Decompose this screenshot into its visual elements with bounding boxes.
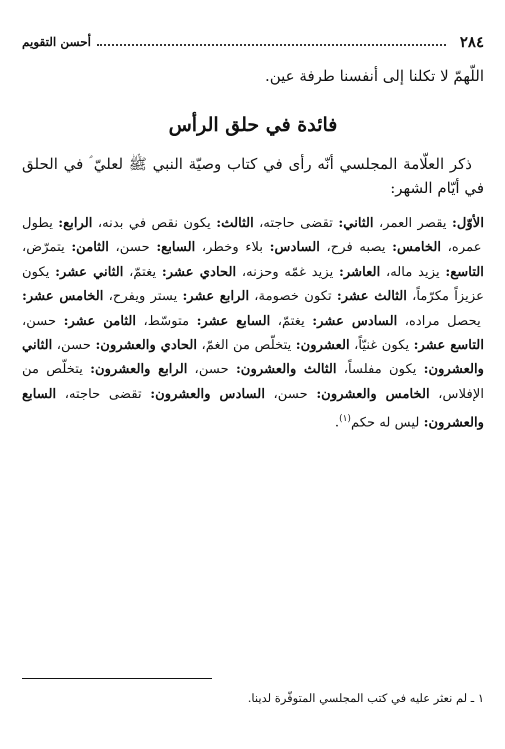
day-label: الثاني: xyxy=(338,216,374,231)
closing-period: . xyxy=(334,415,340,431)
day-text: يستر ويفرح، xyxy=(103,289,183,305)
day-label: الخامس: xyxy=(392,240,442,256)
day-item xyxy=(22,314,136,329)
day-item xyxy=(56,387,265,402)
day-label: الثالث: xyxy=(216,216,254,231)
day-text: حسن، xyxy=(52,338,96,354)
day-text: ليس له حكم xyxy=(350,415,424,431)
day-item xyxy=(197,338,350,353)
day-text: يطول عمره، xyxy=(22,216,482,256)
day-label: الرابع والعشرون: xyxy=(90,362,188,378)
day-item xyxy=(265,387,430,402)
day-label: السادس والعشرون: xyxy=(150,386,265,402)
day-text: يقصر العمر، xyxy=(373,216,452,231)
day-item xyxy=(195,240,320,255)
day-text: حسن، xyxy=(108,240,157,256)
day-label: الرابع عشر: xyxy=(182,289,250,305)
day-item xyxy=(136,314,270,329)
day-text: حسن، xyxy=(264,386,317,402)
day-label: الثالث والعشرون: xyxy=(235,362,337,378)
day-label: السادس: xyxy=(269,240,320,256)
running-header xyxy=(22,32,484,52)
day-item xyxy=(22,240,109,255)
day-label: الثاني والعشرون: xyxy=(22,338,484,378)
days-paragraph xyxy=(22,212,484,436)
book-page xyxy=(22,14,484,734)
day-item xyxy=(249,289,407,304)
day-item xyxy=(270,314,397,329)
day-text: يكون غنيّاً، xyxy=(349,338,414,354)
day-label: العاشر: xyxy=(338,264,381,280)
day-item xyxy=(123,265,236,280)
day-text: يتخلّص من الغمّ، xyxy=(197,338,296,354)
dotted-leader xyxy=(97,44,446,46)
day-label: الحادي عشر: xyxy=(161,264,237,280)
day-label: الأوّل: xyxy=(451,216,484,231)
day-item xyxy=(109,240,195,255)
day-text: يكون عزيزاً مكرّماً، xyxy=(22,264,484,305)
day-label: العشرون: xyxy=(295,338,350,354)
day-label: الحادي والعشرون: xyxy=(95,338,198,354)
day-label: السادس عشر: xyxy=(312,313,398,329)
day-text: يتمرّض، xyxy=(22,240,72,256)
day-item xyxy=(320,240,441,255)
day-label: السابع: xyxy=(156,240,196,256)
day-label: الثامن: xyxy=(71,240,109,256)
day-text: يغتمّ، xyxy=(123,264,162,280)
day-item xyxy=(254,216,374,231)
day-text: يزيد ماله، xyxy=(380,264,446,280)
day-label: الخامس والعشرون: xyxy=(316,386,430,402)
footnote-rule xyxy=(22,678,212,679)
day-label: السابع والعشرون: xyxy=(22,386,484,431)
day-label: الثاني عشر: xyxy=(55,264,124,280)
day-item xyxy=(374,216,484,231)
day-label: السابع عشر: xyxy=(196,313,271,329)
day-text: حسن، xyxy=(187,362,236,378)
day-text: يحصل مراده، xyxy=(397,313,481,329)
day-label: الثامن عشر: xyxy=(63,313,137,329)
day-text: يغتمّ، xyxy=(270,313,313,329)
page-number: ٢٨٤ xyxy=(459,33,484,51)
day-item xyxy=(380,265,484,280)
day-item xyxy=(52,338,197,353)
day-label: الثالث عشر: xyxy=(336,289,407,305)
day-item xyxy=(103,289,249,304)
lead-paragraph: ذكر العلّامة المجلسي أنّه رأى في كتاب وصيّة النبي ﷺ لعليّ ؑ في الحلق في أيّام الشهر: xyxy=(22,155,484,197)
day-text: يكون نقص في بدنه، xyxy=(92,216,217,231)
day-text: يكون مفلساً، xyxy=(336,362,424,378)
day-text: بلاء وخطر، xyxy=(195,240,270,256)
day-text: حسن، xyxy=(22,313,64,329)
day-text: يتخلّص من الإفلاس، xyxy=(22,362,484,402)
day-text: تكون خصومة، xyxy=(249,289,337,305)
day-text: يصبه فرح، xyxy=(319,240,393,256)
book-title: أحسن التقويم xyxy=(22,35,91,49)
day-text: تقضى حاجته، xyxy=(56,386,151,402)
day-text: متوسّط، xyxy=(136,313,197,329)
day-label: الرابع: xyxy=(58,216,93,231)
day-item xyxy=(92,216,253,231)
intro-line: اللّهمّ لا تكلنا إلى أنفسنا طرفة عين. xyxy=(264,67,484,85)
day-label: الخامس عشر: xyxy=(22,289,104,305)
section-title: فائدة في حلق الرأس xyxy=(168,114,338,136)
day-text: تقضى حاجته، xyxy=(253,216,339,231)
footnote: ١ ـ لم نعثر عليه في كتب المجلسي المتوفّرة لدينا. xyxy=(247,691,484,705)
day-text: يزيد غمّه وحزنه، xyxy=(236,264,339,280)
footnote-marker[interactable]: (١) xyxy=(339,414,351,425)
day-label: التاسع: xyxy=(445,264,484,280)
day-item xyxy=(236,265,380,280)
day-item xyxy=(187,362,336,377)
day-label: التاسع عشر: xyxy=(413,338,484,354)
day-item xyxy=(350,338,484,353)
